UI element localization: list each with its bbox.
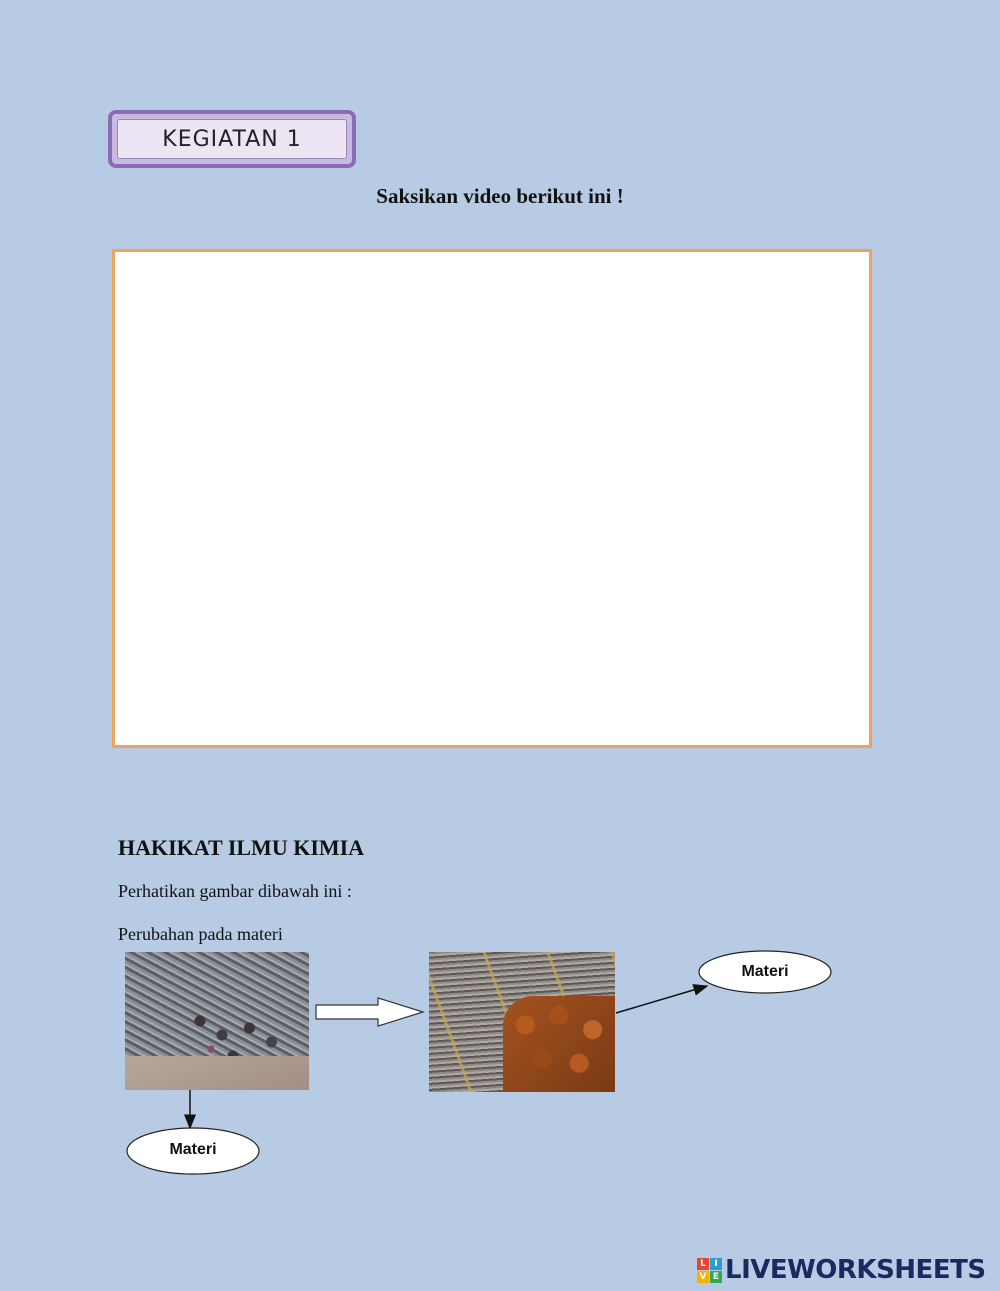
logo-letter: L bbox=[697, 1258, 709, 1270]
liveworksheets-brand[interactable] bbox=[697, 1255, 986, 1285]
logo-letter: E bbox=[710, 1271, 722, 1283]
section-title: HAKIKAT ILMU KIMIA bbox=[118, 835, 365, 860]
liveworksheets-logo-icon bbox=[697, 1258, 722, 1283]
section-subtitle: Perubahan pada materi bbox=[118, 924, 283, 944]
left-materi-label: Materi bbox=[169, 1141, 217, 1158]
block-arrow-icon bbox=[316, 998, 423, 1026]
section-intro: Perhatikan gambar dibawah ini : bbox=[118, 881, 352, 901]
right-materi-label: Materi bbox=[741, 963, 789, 980]
brand-name: LIVEWORKSHEETS bbox=[725, 1255, 986, 1285]
logo-letter: V bbox=[697, 1271, 709, 1283]
activity-label: KEGIATAN 1 bbox=[117, 119, 347, 159]
arrow-up-right-icon bbox=[616, 986, 707, 1013]
video-instruction: Saksikan video berikut ini ! bbox=[376, 184, 624, 208]
logo-letter: I bbox=[710, 1258, 722, 1270]
